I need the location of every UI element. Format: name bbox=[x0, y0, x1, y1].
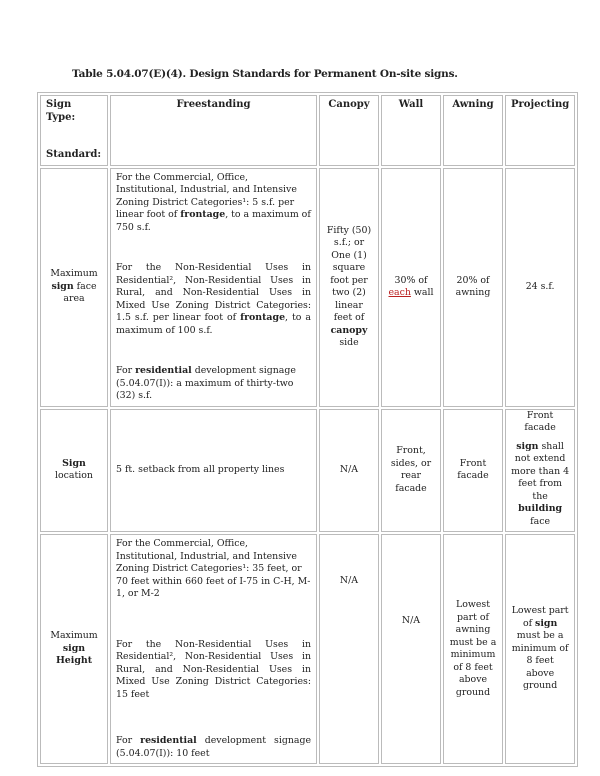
paragraph bbox=[116, 365, 311, 403]
bold-term: sign bbox=[51, 280, 74, 292]
text-segment: wall bbox=[410, 287, 434, 298]
wall-cell bbox=[381, 168, 441, 407]
standard-label: Standard: bbox=[46, 149, 102, 160]
paragraph bbox=[116, 262, 311, 337]
table-title: Table 5.04.07(E)(4). Design Standards for Permanent On-site signs. bbox=[72, 68, 458, 80]
text-segment: Maximum bbox=[50, 268, 98, 280]
projecting-location: Front facade bbox=[524, 409, 556, 433]
text-segment: development signage (5.04.07(I)): 10 feet bbox=[116, 735, 311, 759]
text-segment: For the Non-Residential Uses in Residential², Non-Residential Uses in Rural, and Non-Residential Uses in Mixed Use Zoning District Categories: 15 feet bbox=[116, 638, 311, 700]
table-row bbox=[40, 534, 575, 764]
awning-cell bbox=[443, 534, 503, 764]
text-segment: shall not extend more than 4 feet from the bbox=[511, 440, 570, 502]
bold-term: frontage bbox=[240, 312, 286, 323]
row-label bbox=[40, 534, 108, 764]
freestanding-cell bbox=[110, 168, 317, 407]
awning-cell bbox=[443, 409, 503, 533]
bold-term: Sign bbox=[62, 457, 86, 469]
header-freestanding: Freestanding bbox=[110, 95, 317, 166]
wall-cell bbox=[381, 534, 441, 764]
bold-term: residential bbox=[140, 735, 197, 746]
paragraph bbox=[116, 538, 311, 601]
paragraph bbox=[116, 464, 311, 477]
text-segment: N/A bbox=[339, 464, 359, 475]
text-segment: face bbox=[530, 515, 551, 527]
text-segment: side bbox=[339, 337, 359, 348]
projecting-cell bbox=[505, 534, 575, 764]
bold-term: sign bbox=[535, 617, 558, 629]
freestanding-cell bbox=[110, 409, 317, 533]
paragraph bbox=[116, 172, 311, 235]
text-segment: must be a minimum of 8 feet above ground bbox=[511, 630, 569, 692]
canopy-cell bbox=[319, 409, 379, 533]
text-segment: 30% of bbox=[394, 274, 428, 286]
text-segment: Fifty (50) s.f.; or One (1) square foot per two (2) linear feet of bbox=[326, 224, 372, 323]
text-segment: face area bbox=[63, 280, 97, 305]
text-segment: location bbox=[55, 470, 93, 482]
text-segment: For the Commercial, Office, Institutional, Industrial, and Intensive Zoning District Categories¹: 5 s.f. per linear foot of bbox=[116, 171, 297, 220]
text-segment: development signage (5.04.07(I)): a maximum of thirty-two (32) s.f. bbox=[116, 365, 296, 401]
text-segment: N/A bbox=[339, 575, 359, 586]
header-sign-type bbox=[40, 95, 108, 166]
text-segment: Front, sides, or rear facade bbox=[390, 445, 432, 494]
bold-term: building bbox=[518, 503, 563, 514]
design-standards-table bbox=[37, 92, 578, 767]
bold-term: sign bbox=[516, 440, 539, 452]
text-segment: 5 ft. setback from all property lines bbox=[116, 464, 285, 475]
awning-cell bbox=[443, 168, 503, 407]
freestanding-cell bbox=[110, 534, 317, 764]
table-row bbox=[40, 409, 575, 533]
text-segment: Front facade bbox=[457, 457, 489, 482]
text-segment: For bbox=[116, 735, 141, 746]
text-segment: , to a maximum of 100 s.f. bbox=[116, 312, 311, 336]
text-segment: Lowest part of awning must be a minimum of 8 feet above ground bbox=[449, 599, 497, 698]
table-row bbox=[40, 168, 575, 407]
projecting-cell bbox=[505, 168, 575, 407]
header-canopy: Canopy bbox=[319, 95, 379, 166]
row-label bbox=[40, 409, 108, 533]
header-row bbox=[40, 95, 575, 166]
sign-type-label: Sign Type: bbox=[46, 99, 76, 123]
link[interactable]: each bbox=[388, 287, 411, 298]
text-segment: For bbox=[116, 365, 136, 376]
projecting-restriction bbox=[511, 441, 569, 529]
wall-cell bbox=[381, 409, 441, 533]
text-segment: , to a maximum of 750 s.f. bbox=[116, 209, 311, 233]
text-segment: 24 s.f. bbox=[525, 280, 555, 292]
row-label bbox=[40, 168, 108, 407]
text-segment: For the Non-Residential Uses in Residential², Non-Residential Uses in Rural, and Non-Residential Uses in Mixed Use Zoning District Categories: 1.5 s.f. per linear foot of bbox=[116, 262, 311, 323]
paragraph bbox=[116, 735, 311, 760]
paragraph bbox=[116, 639, 311, 702]
header-wall: Wall bbox=[381, 95, 441, 166]
bold-term: canopy bbox=[330, 324, 368, 336]
text-segment: Maximum bbox=[50, 630, 98, 642]
text-segment: Lowest part of bbox=[511, 605, 569, 629]
header-projecting: Projecting bbox=[505, 95, 575, 166]
header-awning: Awning bbox=[443, 95, 503, 166]
text-segment: 20% of awning bbox=[455, 274, 491, 298]
canopy-cell bbox=[319, 534, 379, 764]
bold-term: residential bbox=[135, 365, 192, 376]
bold-term: sign Height bbox=[55, 642, 93, 667]
bold-term: frontage bbox=[180, 209, 226, 220]
text-segment: N/A bbox=[401, 615, 421, 626]
projecting-cell bbox=[505, 409, 575, 533]
canopy-cell bbox=[319, 168, 379, 407]
text-segment: For the Commercial, Office, Institutional, Industrial, and Intensive Zoning District Categories¹: 35 feet, or 70 feet within 660 feet of I-75 in C-H, M-1, or M-2 bbox=[116, 538, 311, 599]
